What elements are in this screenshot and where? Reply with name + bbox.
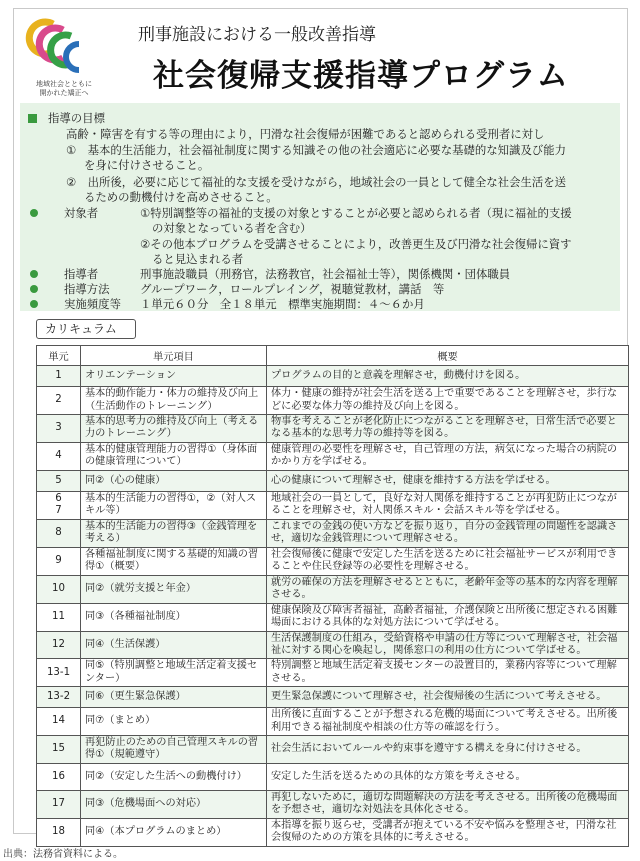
summary-cell: 健康保険及び障害者福祉，高齢者福祉，介護保険と出所後に想定される困難場面における具体的な対処方法について学ばせる。 — [267, 603, 629, 631]
instructor-label: 指導者 — [64, 267, 99, 281]
unit-cell: 18 — [37, 818, 81, 846]
logo-c-shapes-icon — [23, 16, 103, 76]
summary-cell: 社会生活においてルールや約束事を遵守する構えを身に付けさせる。 — [267, 736, 629, 764]
unit-cell: 1 — [37, 366, 81, 387]
table-row — [37, 736, 629, 764]
table-row — [37, 415, 629, 443]
table-row — [37, 790, 629, 818]
table-row — [37, 547, 629, 575]
table-row — [37, 603, 629, 631]
summary-cell: プログラムの目的と意義を理解させ，動機付けを図る。 — [267, 366, 629, 387]
header — [13, 8, 628, 108]
summary-cell: 安定した生活を送るための具体的な方策を考えさせる。 — [267, 763, 629, 790]
summary-cell: 出所後に直面することが予想される危機的場面について考えさせる。出所後利用できる福祉制度や相談の仕方等の確認を行う。 — [267, 708, 629, 736]
bullet-dot-icon — [30, 209, 38, 217]
summary-cell: 物事を考えることが老化防止につながることを理解させ，日常生活で必要となる基本的な思考力等の維持等を図る。 — [267, 415, 629, 443]
item-cell: 同③（危機場面への対応） — [81, 790, 267, 818]
unit-cell: 5 — [37, 470, 81, 491]
summary-cell: 健康管理の必要性を理解させ，自己管理の方法，病気になった場合の病院のかかり方を学ばせる。 — [267, 442, 629, 470]
target-label: 対象者 — [64, 206, 99, 220]
logo-caption-line1: 地域社会とともに — [36, 80, 92, 88]
table-row — [37, 631, 629, 659]
table-row — [37, 659, 629, 687]
item-cell: 同④（本プログラムのまとめ） — [81, 818, 267, 846]
logo-caption — [23, 80, 105, 98]
item-cell: オリエンテーション — [81, 366, 267, 387]
table-row — [37, 366, 629, 387]
table-row — [37, 763, 629, 790]
unit-cell: 8 — [37, 519, 81, 547]
item-cell: 基本的生活能力の習得③（金銭管理を考える） — [81, 519, 267, 547]
item-cell: 同②（安定した生活への動機付け） — [81, 763, 267, 790]
table-header-row — [37, 346, 629, 366]
item-cell: 同⑤（特別調整と地域生活定着支援センター） — [81, 659, 267, 687]
item-cell: 基本的思考力の維持及び向上（考える力のトレーニング） — [81, 415, 267, 443]
target-line: の対象となっている者を含む） — [152, 221, 312, 235]
summary-cell: 体力・健康の維持が社会生活を送る上で重要であることを理解させ，歩行などに必要な体力等の維持及び向上を図る。 — [267, 387, 629, 415]
summary-cell: これまでの金銭の使い方などを振り返り，自分の金銭管理の問題性を認識させ，適切な金銭管理について理解させる。 — [267, 519, 629, 547]
unit-cell: 9 — [37, 547, 81, 575]
item-cell: 同⑦（まとめ） — [81, 708, 267, 736]
item-cell: 各種福祉制度に関する基礎的知識の習得①（概要） — [81, 547, 267, 575]
page-title: 社会復帰支援指導プログラム — [153, 58, 569, 94]
unit-cell: 17 — [37, 790, 81, 818]
cccc-logo — [23, 16, 103, 108]
unit-cell: 16 — [37, 763, 81, 790]
table-row — [37, 519, 629, 547]
source-note: 出典：法務省資料による。 — [3, 849, 123, 860]
table-row — [37, 442, 629, 470]
bullet-dot-icon — [30, 300, 38, 308]
curriculum-label: カリキュラム — [36, 319, 136, 339]
summary-cell: 就労の確保の方法を理解させるとともに，老齢年金等の基本的な内容を理解させる。 — [267, 575, 629, 603]
summary-cell: 社会復帰後に健康で安定した生活を送るために社会福祉サービスが利用できることや住民登録等の必要性を理解させる。 — [267, 547, 629, 575]
curriculum-table — [36, 345, 629, 847]
instructor-value: 刑事施設職員（刑務官，法務教官，社会福祉士等），関係機関・団体職員 — [140, 267, 511, 281]
summary-cell: 再犯しないために，適切な問題解決の方法を考えさせる。出所後の危機場面を予想させ，適切な対処法を具体化させる。 — [267, 790, 629, 818]
unit-cell: 4 — [37, 442, 81, 470]
target-line: ②その他本プログラムを受講させることにより，改善更生及び円滑な社会復帰に資す — [140, 237, 572, 251]
unit-cell: 13-1 — [37, 659, 81, 687]
goal-line: 高齢・障害を有する等の理由により，円滑な社会復帰が困難であると認められる受刑者に対し — [66, 127, 545, 141]
unit-cell: 10 — [37, 575, 81, 603]
curriculum-body — [37, 366, 629, 847]
item-cell: 基本的健康管理能力の習得①（身体面の健康管理について） — [81, 442, 267, 470]
item-cell: 同⑥（更生緊急保護） — [81, 687, 267, 708]
unit-cell: 15 — [37, 736, 81, 764]
header-unit: 単元 — [37, 346, 81, 366]
unit-cell: 2 — [37, 387, 81, 415]
unit-cell: 13-2 — [37, 687, 81, 708]
header-item: 単元項目 — [81, 346, 267, 366]
logo-caption-line2: 開かれた矯正へ — [39, 89, 89, 97]
unit-cell: 3 — [37, 415, 81, 443]
item-cell: 同④（生活保護） — [81, 631, 267, 659]
table-row — [37, 708, 629, 736]
frequency-label: 実施頻度等 — [64, 297, 121, 311]
item-cell: 同③（各種福祉制度） — [81, 603, 267, 631]
summary-cell: 更生緊急保護について理解させ，社会復帰後の生活について考えさせる。 — [267, 687, 629, 708]
unit-cell: 11 — [37, 603, 81, 631]
goal-line: ① 基本的生活能力，社会福祉制度に関する知識その他の社会適応に必要な基礎的な知識及び能力 — [66, 143, 567, 157]
goal-line: ② 出所後，必要に応じて福祉的な支援を受けながら，地域社会の一員として健全な社会生活を送 — [66, 175, 567, 189]
item-cell: 再犯防止のための自己管理スキルの習得①（規範遵守） — [81, 736, 267, 764]
table-row — [37, 687, 629, 708]
bullet-dot-icon — [30, 285, 38, 293]
summary-cell: 生活保護制度の仕組み，受給資格や申請の仕方等について理解させ，社会福祉に対する関心を喚起し，関係窓口の利用の仕方について学ばせる。 — [267, 631, 629, 659]
table-row — [37, 818, 629, 846]
goal-line: るための動機付けを高めさせること。 — [84, 190, 278, 204]
item-cell: 同②（就労支援と年金） — [81, 575, 267, 603]
table-row — [37, 491, 629, 519]
summary-cell: 地域社会の一員として，良好な対人関係を維持することが再犯防止につながることを理解させ，対人関係スキル・会話スキル等を学ばせる。 — [267, 491, 629, 519]
item-cell: 同②（心の健康） — [81, 470, 267, 491]
summary-cell: 本指導を振り返らせ，受講者が抱えている不安や悩みを整理させ，円滑な社会復帰のための方策を具体的に考えさせる。 — [267, 818, 629, 846]
unit-cell: 6 7 — [37, 491, 81, 519]
method-label: 指導方法 — [64, 282, 110, 296]
item-cell: 基本的動作能力・体力の維持及び向上（生活動作のトレーニング） — [81, 387, 267, 415]
unit-cell: 12 — [37, 631, 81, 659]
table-row — [37, 470, 629, 491]
method-value: グループワーク，ロールプレイング，視聴覚教材，講話 等 — [140, 282, 445, 296]
target-line: ①特別調整等の福祉的支援の対象とすることが必要と認められる者（現に福祉的支援 — [140, 206, 572, 220]
goal-line: を身に付けさせること。 — [84, 158, 210, 172]
square-bullet-icon — [28, 114, 37, 123]
summary-cell: 特別調整と地域生活定着支援センターの設置目的，業務内容等について理解させる。 — [267, 659, 629, 687]
table-row — [37, 387, 629, 415]
table-row — [37, 575, 629, 603]
bullet-dot-icon — [30, 270, 38, 278]
frequency-value: １単元６０分 全１８単元 標準実施期間：４～６か月 — [140, 297, 425, 311]
page-subtitle: 刑事施設における一般改善指導 — [138, 25, 376, 45]
header-summary: 概要 — [267, 346, 629, 366]
target-line: ると見込まれる者 — [152, 252, 244, 266]
summary-cell: 心の健康について理解させ，健康を維持する方法を学ばせる。 — [267, 470, 629, 491]
goal-heading: 指導の目標 — [48, 111, 105, 125]
unit-cell: 14 — [37, 708, 81, 736]
item-cell: 基本的生活能力の習得①，②（対人スキル等） — [81, 491, 267, 519]
